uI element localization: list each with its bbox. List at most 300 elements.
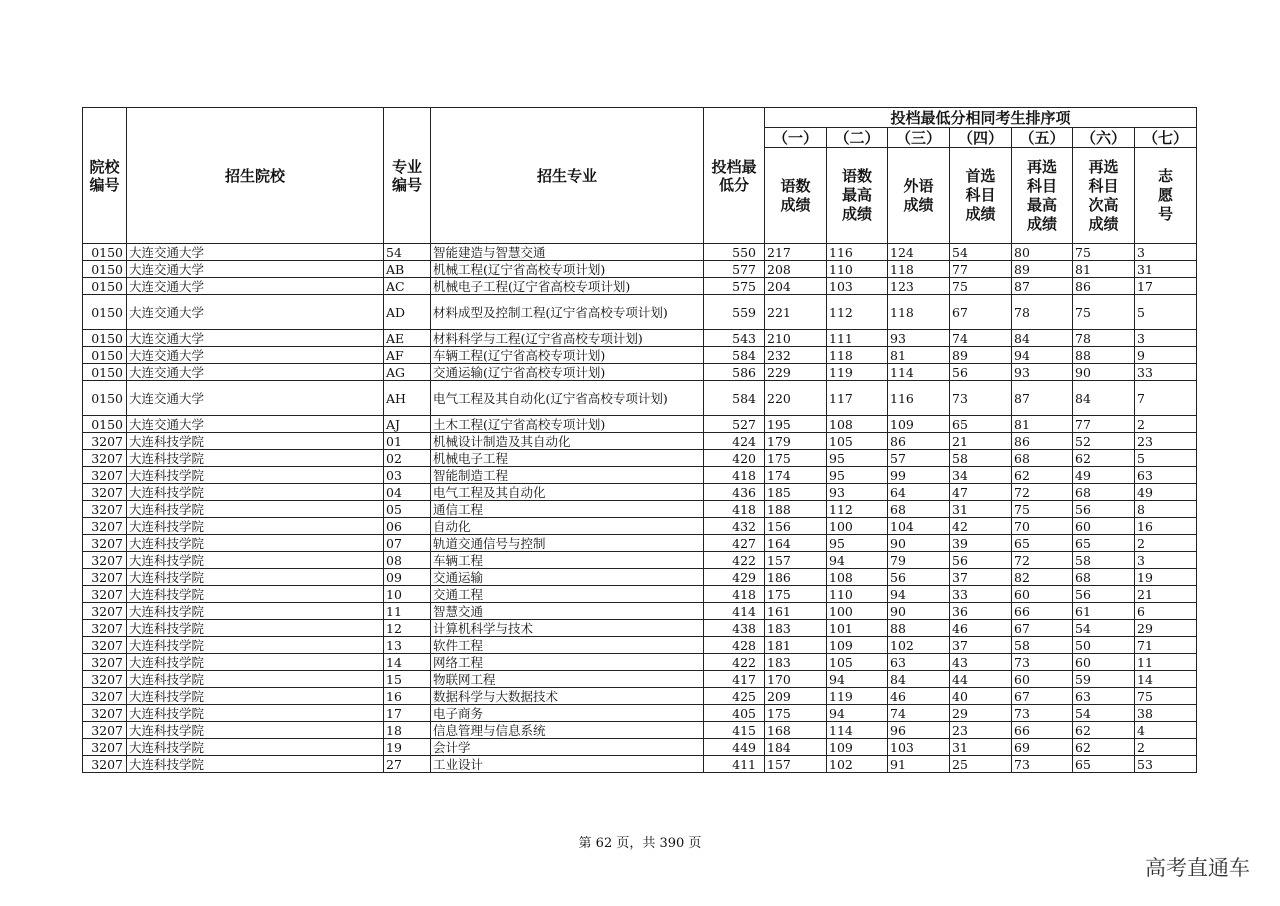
table-row	[83, 586, 1197, 603]
cell-score-2: 94	[827, 705, 888, 722]
cell-score-2: 100	[827, 518, 888, 535]
table-row	[83, 620, 1197, 637]
cell-score-6: 77	[1073, 416, 1135, 433]
cell-score-3: 46	[888, 688, 950, 705]
cell-score-6: 49	[1073, 467, 1135, 484]
cell-score-3: 94	[888, 586, 950, 603]
cell-score-5: 60	[1012, 586, 1073, 603]
cell-min-score: 418	[704, 467, 765, 484]
cell-score-1: 195	[765, 416, 827, 433]
cell-score-5: 68	[1012, 450, 1073, 467]
cell-score-7: 71	[1135, 637, 1197, 654]
cell-school-code: 3207	[83, 586, 127, 603]
cell-score-1: 184	[765, 739, 827, 756]
cell-score-1: 157	[765, 756, 827, 773]
cell-school-name: 大连科技学院	[127, 467, 384, 484]
cell-score-4: 37	[950, 637, 1012, 654]
cell-score-7: 19	[1135, 569, 1197, 586]
cell-min-score: 432	[704, 518, 765, 535]
admission-score-table	[82, 107, 1197, 773]
cell-major-name: 车辆工程(辽宁省高校专项计划)	[431, 347, 704, 364]
cell-school-name: 大连科技学院	[127, 501, 384, 518]
cell-score-6: 62	[1073, 722, 1135, 739]
cell-score-5: 73	[1012, 756, 1073, 773]
cell-score-5: 93	[1012, 364, 1073, 381]
cell-score-5: 84	[1012, 330, 1073, 347]
cell-score-6: 62	[1073, 450, 1135, 467]
cell-score-7: 11	[1135, 654, 1197, 671]
cell-score-5: 89	[1012, 261, 1073, 278]
cell-score-7: 3	[1135, 244, 1197, 261]
cell-major-name: 交通工程	[431, 586, 704, 603]
cell-score-6: 75	[1073, 244, 1135, 261]
cell-major-code: 12	[384, 620, 431, 637]
cell-school-name: 大连科技学院	[127, 671, 384, 688]
cell-min-score: 584	[704, 381, 765, 416]
cell-school-code: 3207	[83, 671, 127, 688]
cell-major-name: 电子商务	[431, 705, 704, 722]
cell-score-3: 93	[888, 330, 950, 347]
header-school-name: 招生院校	[127, 108, 384, 244]
cell-score-7: 49	[1135, 484, 1197, 501]
cell-score-7: 63	[1135, 467, 1197, 484]
cell-score-2: 110	[827, 261, 888, 278]
cell-min-score: 422	[704, 654, 765, 671]
cell-min-score: 449	[704, 739, 765, 756]
cell-score-2: 114	[827, 722, 888, 739]
cell-school-name: 大连科技学院	[127, 620, 384, 637]
cell-min-score: 429	[704, 569, 765, 586]
cell-school-name: 大连科技学院	[127, 637, 384, 654]
cell-score-7: 14	[1135, 671, 1197, 688]
cell-score-6: 65	[1073, 535, 1135, 552]
cell-major-name: 材料科学与工程(辽宁省高校专项计划)	[431, 330, 704, 347]
cell-score-4: 56	[950, 364, 1012, 381]
cell-score-2: 95	[827, 535, 888, 552]
cell-min-score: 550	[704, 244, 765, 261]
cell-score-4: 34	[950, 467, 1012, 484]
cell-score-4: 77	[950, 261, 1012, 278]
cell-min-score: 418	[704, 501, 765, 518]
cell-score-3: 116	[888, 381, 950, 416]
cell-major-code: 01	[384, 433, 431, 450]
cell-major-code: 05	[384, 501, 431, 518]
cell-score-3: 90	[888, 535, 950, 552]
watermark-logo-text: 高考直通车	[1145, 856, 1250, 880]
tiebreak-label: 志愿号	[1135, 148, 1197, 244]
cell-score-4: 89	[950, 347, 1012, 364]
cell-major-name: 轨道交通信号与控制	[431, 535, 704, 552]
cell-major-code: 02	[384, 450, 431, 467]
tiebreak-num: （四）	[950, 128, 1012, 148]
cell-major-name: 机械设计制造及其自动化	[431, 433, 704, 450]
cell-major-code: AC	[384, 278, 431, 295]
cell-score-1: 174	[765, 467, 827, 484]
cell-score-6: 54	[1073, 620, 1135, 637]
cell-min-score: 411	[704, 756, 765, 773]
cell-score-4: 43	[950, 654, 1012, 671]
table-row	[83, 671, 1197, 688]
cell-score-2: 108	[827, 416, 888, 433]
cell-major-name: 机械电子工程	[431, 450, 704, 467]
cell-major-code: 11	[384, 603, 431, 620]
cell-min-score: 415	[704, 722, 765, 739]
cell-score-1: 175	[765, 450, 827, 467]
cell-score-5: 65	[1012, 535, 1073, 552]
table-row	[83, 535, 1197, 552]
cell-score-1: 170	[765, 671, 827, 688]
cell-major-name: 网络工程	[431, 654, 704, 671]
cell-score-7: 23	[1135, 433, 1197, 450]
cell-score-3: 96	[888, 722, 950, 739]
cell-school-name: 大连科技学院	[127, 722, 384, 739]
cell-score-3: 74	[888, 705, 950, 722]
header-major-code: 专业编号	[384, 108, 431, 244]
cell-score-6: 65	[1073, 756, 1135, 773]
cell-school-code: 3207	[83, 739, 127, 756]
cell-score-7: 3	[1135, 552, 1197, 569]
cell-score-1: 185	[765, 484, 827, 501]
cell-score-4: 58	[950, 450, 1012, 467]
cell-score-4: 25	[950, 756, 1012, 773]
cell-score-5: 66	[1012, 722, 1073, 739]
table-row	[83, 484, 1197, 501]
cell-score-3: 79	[888, 552, 950, 569]
cell-score-3: 57	[888, 450, 950, 467]
table-row	[83, 295, 1197, 330]
cell-major-name: 工业设计	[431, 756, 704, 773]
cell-score-6: 63	[1073, 688, 1135, 705]
cell-score-2: 109	[827, 739, 888, 756]
cell-min-score: 575	[704, 278, 765, 295]
cell-score-6: 58	[1073, 552, 1135, 569]
cell-school-code: 3207	[83, 603, 127, 620]
cell-major-code: AH	[384, 381, 431, 416]
cell-score-7: 31	[1135, 261, 1197, 278]
cell-score-3: 56	[888, 569, 950, 586]
cell-score-5: 67	[1012, 620, 1073, 637]
table-row	[83, 278, 1197, 295]
cell-score-4: 65	[950, 416, 1012, 433]
cell-score-5: 81	[1012, 416, 1073, 433]
cell-school-code: 0150	[83, 364, 127, 381]
cell-score-4: 31	[950, 739, 1012, 756]
cell-score-4: 46	[950, 620, 1012, 637]
cell-min-score: 559	[704, 295, 765, 330]
table-body	[83, 244, 1197, 773]
cell-score-4: 23	[950, 722, 1012, 739]
cell-min-score: 586	[704, 364, 765, 381]
cell-school-name: 大连科技学院	[127, 654, 384, 671]
cell-major-code: 54	[384, 244, 431, 261]
cell-school-code: 3207	[83, 484, 127, 501]
cell-major-name: 通信工程	[431, 501, 704, 518]
cell-score-5: 80	[1012, 244, 1073, 261]
cell-score-7: 33	[1135, 364, 1197, 381]
cell-score-6: 54	[1073, 705, 1135, 722]
cell-school-name: 大连交通大学	[127, 381, 384, 416]
table-row	[83, 518, 1197, 535]
cell-school-code: 3207	[83, 433, 127, 450]
cell-score-7: 3	[1135, 330, 1197, 347]
cell-score-7: 2	[1135, 535, 1197, 552]
cell-school-name: 大连科技学院	[127, 484, 384, 501]
header-min-score: 投档最低分	[704, 108, 765, 244]
cell-major-code: 09	[384, 569, 431, 586]
tiebreak-label: 再选科目最高成绩	[1012, 148, 1073, 244]
cell-score-1: 186	[765, 569, 827, 586]
cell-score-5: 67	[1012, 688, 1073, 705]
cell-score-5: 73	[1012, 705, 1073, 722]
cell-school-code: 3207	[83, 450, 127, 467]
cell-score-1: 179	[765, 433, 827, 450]
cell-score-6: 61	[1073, 603, 1135, 620]
cell-score-7: 7	[1135, 381, 1197, 416]
cell-score-1: 232	[765, 347, 827, 364]
cell-major-name: 电气工程及其自动化	[431, 484, 704, 501]
cell-major-name: 自动化	[431, 518, 704, 535]
cell-school-name: 大连交通大学	[127, 244, 384, 261]
cell-score-7: 38	[1135, 705, 1197, 722]
cell-school-name: 大连交通大学	[127, 330, 384, 347]
cell-score-3: 90	[888, 603, 950, 620]
cell-score-2: 94	[827, 671, 888, 688]
cell-score-7: 8	[1135, 501, 1197, 518]
cell-school-code: 0150	[83, 330, 127, 347]
cell-school-code: 3207	[83, 501, 127, 518]
cell-score-2: 108	[827, 569, 888, 586]
cell-major-name: 计算机科学与技术	[431, 620, 704, 637]
cell-score-3: 123	[888, 278, 950, 295]
cell-major-code: 17	[384, 705, 431, 722]
cell-school-code: 3207	[83, 705, 127, 722]
cell-score-6: 88	[1073, 347, 1135, 364]
cell-school-name: 大连交通大学	[127, 261, 384, 278]
cell-score-6: 68	[1073, 569, 1135, 586]
cell-school-name: 大连科技学院	[127, 569, 384, 586]
cell-score-7: 75	[1135, 688, 1197, 705]
cell-major-code: 15	[384, 671, 431, 688]
cell-school-code: 0150	[83, 261, 127, 278]
header-school-code: 院校编号	[83, 108, 127, 244]
cell-score-5: 87	[1012, 278, 1073, 295]
cell-major-name: 交通运输	[431, 569, 704, 586]
cell-score-7: 17	[1135, 278, 1197, 295]
cell-school-code: 0150	[83, 381, 127, 416]
cell-score-7: 5	[1135, 450, 1197, 467]
cell-major-code: AG	[384, 364, 431, 381]
cell-school-code: 3207	[83, 637, 127, 654]
cell-score-6: 68	[1073, 484, 1135, 501]
cell-min-score: 414	[704, 603, 765, 620]
table-row	[83, 347, 1197, 364]
cell-major-name: 物联网工程	[431, 671, 704, 688]
cell-score-3: 109	[888, 416, 950, 433]
cell-score-6: 60	[1073, 654, 1135, 671]
cell-major-code: 18	[384, 722, 431, 739]
cell-score-3: 84	[888, 671, 950, 688]
cell-score-7: 4	[1135, 722, 1197, 739]
cell-score-5: 94	[1012, 347, 1073, 364]
cell-school-code: 0150	[83, 416, 127, 433]
header-tiebreak-title: 投档最低分相同考生排序项	[765, 108, 1197, 128]
cell-major-name: 软件工程	[431, 637, 704, 654]
cell-major-code: 16	[384, 688, 431, 705]
cell-score-4: 31	[950, 501, 1012, 518]
cell-score-2: 101	[827, 620, 888, 637]
cell-school-name: 大连交通大学	[127, 295, 384, 330]
table-row	[83, 330, 1197, 347]
cell-min-score: 438	[704, 620, 765, 637]
cell-score-6: 60	[1073, 518, 1135, 535]
cell-major-code: AF	[384, 347, 431, 364]
cell-major-name: 机械电子工程(辽宁省高校专项计划)	[431, 278, 704, 295]
cell-school-name: 大连科技学院	[127, 739, 384, 756]
cell-score-2: 110	[827, 586, 888, 603]
cell-school-name: 大连交通大学	[127, 278, 384, 295]
cell-school-code: 3207	[83, 518, 127, 535]
cell-score-3: 91	[888, 756, 950, 773]
cell-school-name: 大连科技学院	[127, 688, 384, 705]
cell-score-1: 175	[765, 705, 827, 722]
cell-score-2: 102	[827, 756, 888, 773]
cell-score-5: 72	[1012, 552, 1073, 569]
cell-min-score: 436	[704, 484, 765, 501]
cell-score-7: 29	[1135, 620, 1197, 637]
cell-score-4: 37	[950, 569, 1012, 586]
tiebreak-label: 语数成绩	[765, 148, 827, 244]
cell-score-6: 75	[1073, 295, 1135, 330]
cell-school-code: 3207	[83, 654, 127, 671]
cell-min-score: 427	[704, 535, 765, 552]
cell-score-1: 168	[765, 722, 827, 739]
cell-score-2: 105	[827, 433, 888, 450]
cell-min-score: 425	[704, 688, 765, 705]
cell-school-code: 3207	[83, 688, 127, 705]
cell-score-7: 9	[1135, 347, 1197, 364]
cell-score-6: 86	[1073, 278, 1135, 295]
cell-major-code: 14	[384, 654, 431, 671]
tiebreak-num: （七）	[1135, 128, 1197, 148]
cell-score-4: 56	[950, 552, 1012, 569]
table-row	[83, 244, 1197, 261]
cell-school-code: 0150	[83, 347, 127, 364]
cell-score-6: 62	[1073, 739, 1135, 756]
cell-school-name: 大连科技学院	[127, 535, 384, 552]
cell-score-5: 72	[1012, 484, 1073, 501]
tiebreak-num: （五）	[1012, 128, 1073, 148]
cell-score-1: 220	[765, 381, 827, 416]
cell-score-2: 112	[827, 501, 888, 518]
table-row	[83, 654, 1197, 671]
cell-min-score: 420	[704, 450, 765, 467]
cell-score-2: 93	[827, 484, 888, 501]
cell-score-2: 109	[827, 637, 888, 654]
cell-score-1: 181	[765, 637, 827, 654]
cell-major-name: 信息管理与信息系统	[431, 722, 704, 739]
cell-major-code: AB	[384, 261, 431, 278]
cell-score-2: 119	[827, 364, 888, 381]
cell-score-1: 221	[765, 295, 827, 330]
cell-score-1: 188	[765, 501, 827, 518]
cell-major-name: 土木工程(辽宁省高校专项计划)	[431, 416, 704, 433]
cell-score-2: 111	[827, 330, 888, 347]
table-row	[83, 433, 1197, 450]
cell-min-score: 577	[704, 261, 765, 278]
cell-major-name: 机械工程(辽宁省高校专项计划)	[431, 261, 704, 278]
cell-major-name: 智能制造工程	[431, 467, 704, 484]
cell-school-name: 大连科技学院	[127, 450, 384, 467]
cell-score-2: 95	[827, 467, 888, 484]
cell-score-4: 42	[950, 518, 1012, 535]
cell-school-name: 大连科技学院	[127, 756, 384, 773]
cell-score-5: 82	[1012, 569, 1073, 586]
cell-score-3: 114	[888, 364, 950, 381]
cell-score-6: 50	[1073, 637, 1135, 654]
cell-school-code: 0150	[83, 278, 127, 295]
cell-score-6: 52	[1073, 433, 1135, 450]
cell-score-5: 62	[1012, 467, 1073, 484]
cell-score-5: 78	[1012, 295, 1073, 330]
table-row	[83, 569, 1197, 586]
cell-score-5: 86	[1012, 433, 1073, 450]
table-row	[83, 381, 1197, 416]
cell-major-code: AD	[384, 295, 431, 330]
cell-min-score: 428	[704, 637, 765, 654]
cell-score-7: 21	[1135, 586, 1197, 603]
cell-major-name: 电气工程及其自动化(辽宁省高校专项计划)	[431, 381, 704, 416]
cell-score-1: 208	[765, 261, 827, 278]
table-row	[83, 739, 1197, 756]
cell-score-4: 73	[950, 381, 1012, 416]
cell-school-name: 大连科技学院	[127, 433, 384, 450]
table-row	[83, 416, 1197, 433]
cell-score-4: 54	[950, 244, 1012, 261]
tiebreak-num: （一）	[765, 128, 827, 148]
cell-score-5: 69	[1012, 739, 1073, 756]
cell-score-4: 29	[950, 705, 1012, 722]
cell-school-code: 3207	[83, 620, 127, 637]
cell-score-3: 81	[888, 347, 950, 364]
table-row	[83, 364, 1197, 381]
tiebreak-label: 语数最高成绩	[827, 148, 888, 244]
cell-school-name: 大连科技学院	[127, 586, 384, 603]
cell-score-5: 75	[1012, 501, 1073, 518]
cell-major-code: AJ	[384, 416, 431, 433]
cell-score-1: 217	[765, 244, 827, 261]
cell-score-3: 99	[888, 467, 950, 484]
cell-score-1: 183	[765, 620, 827, 637]
tiebreak-num: （三）	[888, 128, 950, 148]
cell-score-1: 204	[765, 278, 827, 295]
cell-score-7: 2	[1135, 739, 1197, 756]
cell-score-7: 2	[1135, 416, 1197, 433]
cell-score-1: 229	[765, 364, 827, 381]
cell-score-6: 56	[1073, 501, 1135, 518]
cell-score-7: 53	[1135, 756, 1197, 773]
cell-score-4: 47	[950, 484, 1012, 501]
cell-score-4: 39	[950, 535, 1012, 552]
cell-score-6: 78	[1073, 330, 1135, 347]
cell-score-2: 112	[827, 295, 888, 330]
page-footer: 第 62 页，共 390 页	[578, 836, 702, 851]
cell-score-2: 117	[827, 381, 888, 416]
table-row	[83, 705, 1197, 722]
cell-score-4: 44	[950, 671, 1012, 688]
cell-school-code: 3207	[83, 569, 127, 586]
cell-school-name: 大连科技学院	[127, 705, 384, 722]
cell-score-1: 161	[765, 603, 827, 620]
